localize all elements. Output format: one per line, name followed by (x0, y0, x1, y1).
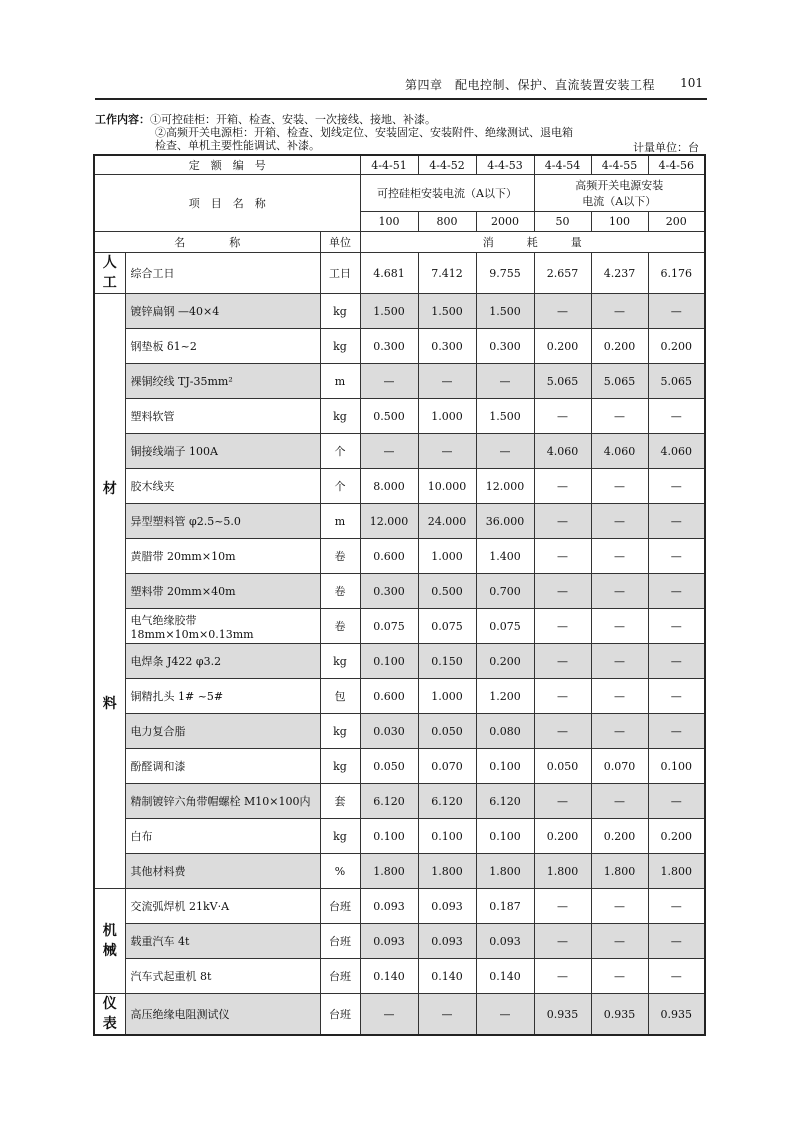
consumption-value: 0.100 (476, 749, 534, 784)
resource-name: 汽车式起重机 8t (125, 959, 320, 994)
current-value: 2000 (476, 212, 534, 232)
consumption-value: 0.200 (648, 819, 705, 854)
resource-unit: 个 (320, 469, 360, 504)
consumption-value: 0.100 (418, 819, 476, 854)
consumption-value: — (534, 959, 591, 994)
consumption-value: 0.300 (360, 574, 418, 609)
consumption-value: — (360, 994, 418, 1036)
resource-name: 综合工日 (125, 253, 320, 294)
consumption-value: — (591, 644, 648, 679)
quota-code: 4-4-55 (591, 155, 648, 175)
consumption-value: 4.060 (534, 434, 591, 469)
consumption-value: — (648, 504, 705, 539)
current-value: 50 (534, 212, 591, 232)
table-row (94, 539, 705, 574)
table-row (94, 994, 705, 1036)
resource-unit: 台班 (320, 889, 360, 924)
consumption-value: 6.176 (648, 253, 705, 294)
consumption-value: — (534, 784, 591, 819)
consumption-value: 0.080 (476, 714, 534, 749)
consumption-value: 5.065 (591, 364, 648, 399)
resource-unit: m (320, 364, 360, 399)
consumption-value: 4.237 (591, 253, 648, 294)
table-row (94, 819, 705, 854)
resource-unit: m (320, 504, 360, 539)
consumption-value: — (591, 539, 648, 574)
resource-unit: 个 (320, 434, 360, 469)
quota-code: 4-4-51 (360, 155, 418, 175)
consumption-value: 0.070 (418, 749, 476, 784)
consumption-value: 7.412 (418, 253, 476, 294)
quota-code-label: 定 额 编 号 (94, 155, 360, 175)
resource-unit: 卷 (320, 539, 360, 574)
col-name-header: 名 称 (94, 232, 320, 253)
consumption-value: — (591, 399, 648, 434)
resource-name: 塑料带 20mm×40m (125, 574, 320, 609)
table-row (94, 294, 705, 329)
consumption-value: — (591, 469, 648, 504)
category-labor-label: 人工 (102, 255, 117, 291)
table-row (94, 924, 705, 959)
page-number: 101 (680, 76, 703, 90)
resource-unit: 工日 (320, 253, 360, 294)
consumption-value: — (360, 364, 418, 399)
consumption-value: 1.400 (476, 539, 534, 574)
category-machine-label: 机械 (102, 923, 117, 959)
resource-name: 铜接线端子 100A (125, 434, 320, 469)
consumption-value: 1.000 (418, 399, 476, 434)
consumption-value: 0.935 (534, 994, 591, 1036)
resource-unit: kg (320, 399, 360, 434)
table-row (94, 329, 705, 364)
consumption-value: — (648, 889, 705, 924)
consumption-value: — (591, 294, 648, 329)
resource-unit: kg (320, 644, 360, 679)
col-consumption-header: 消 耗 量 (360, 232, 705, 253)
consumption-value: 0.200 (648, 329, 705, 364)
resource-name: 载重汽车 4t (125, 924, 320, 959)
consumption-value: — (476, 364, 534, 399)
consumption-value: 6.120 (418, 784, 476, 819)
consumption-value: 0.050 (360, 749, 418, 784)
consumption-value: 0.093 (418, 889, 476, 924)
consumption-value: 1.800 (418, 854, 476, 889)
consumption-value: — (534, 469, 591, 504)
consumption-value: — (534, 574, 591, 609)
category-material-label-1: 材 (102, 481, 117, 497)
category-meter (94, 994, 125, 1036)
consumption-value: 2.657 (534, 253, 591, 294)
consumption-value: — (648, 609, 705, 644)
group-hf-line2: 电流（A以下） (582, 195, 657, 208)
consumption-value: — (534, 679, 591, 714)
work-line-2: ②高频开关电源柜：开箱、检查、划线定位、安装固定、安装附件、绝缘测试、退电箱 (155, 126, 573, 139)
consumption-value: 0.030 (360, 714, 418, 749)
consumption-value: 5.065 (648, 364, 705, 399)
consumption-value: 0.050 (418, 714, 476, 749)
consumption-value: 4.681 (360, 253, 418, 294)
consumption-value: 9.755 (476, 253, 534, 294)
table-row (94, 364, 705, 399)
consumption-value: — (534, 714, 591, 749)
consumption-value: 0.140 (418, 959, 476, 994)
consumption-value: 0.050 (534, 749, 591, 784)
table-row (94, 434, 705, 469)
work-label: 工作内容： (95, 113, 150, 126)
consumption-value: 0.500 (418, 574, 476, 609)
table-row (94, 889, 705, 924)
table-row (94, 714, 705, 749)
resource-name: 镀锌扁钢 —40×4 (125, 294, 320, 329)
consumption-value: 6.120 (360, 784, 418, 819)
current-value: 100 (591, 212, 648, 232)
consumption-value: 0.300 (360, 329, 418, 364)
consumption-value: 0.935 (591, 994, 648, 1036)
consumption-value: — (591, 574, 648, 609)
measure-unit: 计量单位：台 (633, 141, 699, 154)
consumption-value: — (360, 434, 418, 469)
category-material-label-2: 料 (102, 696, 117, 712)
consumption-value: — (534, 924, 591, 959)
consumption-value: — (418, 434, 476, 469)
resource-unit: kg (320, 294, 360, 329)
consumption-value: 5.065 (534, 364, 591, 399)
consumption-value: — (534, 539, 591, 574)
consumption-value: 1.800 (534, 854, 591, 889)
item-name-label: 项 目 名 称 (94, 175, 360, 232)
consumption-value: 10.000 (418, 469, 476, 504)
consumption-value: 1.000 (418, 679, 476, 714)
resource-unit: 台班 (320, 924, 360, 959)
consumption-value: 0.150 (418, 644, 476, 679)
resource-unit: 套 (320, 784, 360, 819)
consumption-value: — (591, 784, 648, 819)
resource-unit: % (320, 854, 360, 889)
resource-name: 塑料软管 (125, 399, 320, 434)
consumption-value: 1.200 (476, 679, 534, 714)
consumption-value: 24.000 (418, 504, 476, 539)
consumption-value: 0.100 (360, 644, 418, 679)
consumption-value: — (648, 574, 705, 609)
resource-unit: 台班 (320, 959, 360, 994)
consumption-value: — (591, 959, 648, 994)
consumption-value: — (476, 434, 534, 469)
work-line-3: 检查、单机主要性能调试、补漆。 (155, 139, 320, 152)
table-row (94, 959, 705, 994)
consumption-value: — (418, 364, 476, 399)
consumption-value: — (648, 784, 705, 819)
consumption-value: 0.093 (360, 889, 418, 924)
resource-unit: 卷 (320, 574, 360, 609)
consumption-value: 0.140 (476, 959, 534, 994)
consumption-value: 0.100 (360, 819, 418, 854)
resource-unit: 卷 (320, 609, 360, 644)
consumption-value: 12.000 (476, 469, 534, 504)
consumption-value: — (534, 399, 591, 434)
consumption-value: 1.800 (648, 854, 705, 889)
table-row (94, 574, 705, 609)
consumption-value: — (591, 609, 648, 644)
consumption-value: 0.070 (591, 749, 648, 784)
consumption-value: — (476, 994, 534, 1036)
table-row (94, 749, 705, 784)
consumption-value: — (648, 714, 705, 749)
consumption-value: 0.700 (476, 574, 534, 609)
consumption-value: 0.187 (476, 889, 534, 924)
consumption-value: 0.500 (360, 399, 418, 434)
resource-name: 白布 (125, 819, 320, 854)
col-unit-header: 单位 (320, 232, 360, 253)
consumption-value: 0.075 (360, 609, 418, 644)
consumption-value: 0.075 (476, 609, 534, 644)
resource-unit: 包 (320, 679, 360, 714)
consumption-value: — (591, 924, 648, 959)
current-value: 100 (360, 212, 418, 232)
resource-unit: 台班 (320, 994, 360, 1036)
resource-name: 其他材料费 (125, 854, 320, 889)
consumption-value: — (591, 504, 648, 539)
consumption-value: 0.200 (534, 819, 591, 854)
consumption-value: 0.600 (360, 539, 418, 574)
resource-name: 电气绝缘胶带 18mm×10m×0.13mm (125, 609, 320, 644)
consumption-value: — (648, 294, 705, 329)
consumption-value: 4.060 (648, 434, 705, 469)
group-thyristor: 可控硅柜安装电流（A以下） (360, 175, 534, 212)
resource-name: 裸铜绞线 TJ-35mm² (125, 364, 320, 399)
consumption-value: 1.800 (360, 854, 418, 889)
consumption-value: 4.060 (591, 434, 648, 469)
resource-name: 高压绝缘电阻测试仪 (125, 994, 320, 1036)
group-hf-line1: 高频开关电源安装 (575, 179, 664, 192)
consumption-value: 0.093 (418, 924, 476, 959)
chapter-title: 第四章 配电控制、保护、直流装置安装工程 (404, 78, 655, 92)
group-hf-power (534, 175, 705, 212)
resource-name: 电焊条 J422 φ3.2 (125, 644, 320, 679)
category-meter-label: 仪表 (102, 996, 117, 1032)
consumption-value: — (648, 399, 705, 434)
resource-unit: kg (320, 329, 360, 364)
resource-name: 铜精扎头 1# ~5# (125, 679, 320, 714)
consumption-value: 0.200 (591, 329, 648, 364)
quota-table (93, 154, 706, 1036)
consumption-value: 1.800 (591, 854, 648, 889)
consumption-value: — (648, 679, 705, 714)
resource-name: 胶木线夹 (125, 469, 320, 504)
consumption-value: 1.500 (360, 294, 418, 329)
category-material (94, 294, 125, 889)
current-value: 800 (418, 212, 476, 232)
resource-unit: kg (320, 819, 360, 854)
consumption-value: — (534, 294, 591, 329)
resource-name: 交流弧焊机 21kV·A (125, 889, 320, 924)
resource-name: 钢垫板 δ1~2 (125, 329, 320, 364)
work-line-1: ①可控硅柜：开箱、检查、安装、一次接线、接地、补漆。 (150, 113, 436, 126)
consumption-value: 1.500 (476, 399, 534, 434)
table-row (94, 679, 705, 714)
consumption-value: 6.120 (476, 784, 534, 819)
resource-name: 黄腊带 20mm×10m (125, 539, 320, 574)
table-row (94, 609, 705, 644)
consumption-value: 0.200 (591, 819, 648, 854)
table-row (94, 399, 705, 434)
consumption-value: 0.140 (360, 959, 418, 994)
resource-name: 异型塑料管 φ2.5~5.0 (125, 504, 320, 539)
table-row (94, 854, 705, 889)
consumption-value: — (648, 924, 705, 959)
resource-name: 精制镀锌六角带帽螺栓 M10×100内 (125, 784, 320, 819)
consumption-value: 12.000 (360, 504, 418, 539)
consumption-value: — (534, 644, 591, 679)
consumption-value: 36.000 (476, 504, 534, 539)
consumption-value: — (534, 504, 591, 539)
current-value: 200 (648, 212, 705, 232)
consumption-value: 1.000 (418, 539, 476, 574)
work-content (95, 113, 707, 152)
table-row (94, 784, 705, 819)
consumption-value: — (591, 714, 648, 749)
consumption-value: 0.093 (360, 924, 418, 959)
consumption-value: 0.200 (534, 329, 591, 364)
category-machine (94, 889, 125, 994)
consumption-value: 0.300 (476, 329, 534, 364)
resource-unit: kg (320, 749, 360, 784)
resource-name: 电力复合脂 (125, 714, 320, 749)
consumption-value: — (591, 889, 648, 924)
consumption-value: — (534, 889, 591, 924)
consumption-value: — (648, 539, 705, 574)
quota-code: 4-4-54 (534, 155, 591, 175)
resource-name: 酚醛调和漆 (125, 749, 320, 784)
consumption-value: 0.300 (418, 329, 476, 364)
consumption-value: 0.093 (476, 924, 534, 959)
consumption-value: 8.000 (360, 469, 418, 504)
resource-unit: kg (320, 714, 360, 749)
consumption-value: — (648, 644, 705, 679)
consumption-value: — (648, 469, 705, 504)
table-row (94, 253, 705, 294)
consumption-value: — (418, 994, 476, 1036)
consumption-value: 1.800 (476, 854, 534, 889)
consumption-value: 0.100 (476, 819, 534, 854)
consumption-value: 0.200 (476, 644, 534, 679)
consumption-value: 0.600 (360, 679, 418, 714)
consumption-value: — (534, 609, 591, 644)
page-header (95, 70, 707, 100)
consumption-value: 0.100 (648, 749, 705, 784)
consumption-value: 1.500 (476, 294, 534, 329)
quota-code: 4-4-53 (476, 155, 534, 175)
table-row (94, 644, 705, 679)
consumption-value: 0.075 (418, 609, 476, 644)
consumption-value: — (648, 959, 705, 994)
quota-code: 4-4-56 (648, 155, 705, 175)
quota-code: 4-4-52 (418, 155, 476, 175)
table-row (94, 469, 705, 504)
consumption-value: 1.500 (418, 294, 476, 329)
category-labor (94, 253, 125, 294)
consumption-value: — (591, 679, 648, 714)
consumption-value: 0.935 (648, 994, 705, 1036)
table-row (94, 504, 705, 539)
